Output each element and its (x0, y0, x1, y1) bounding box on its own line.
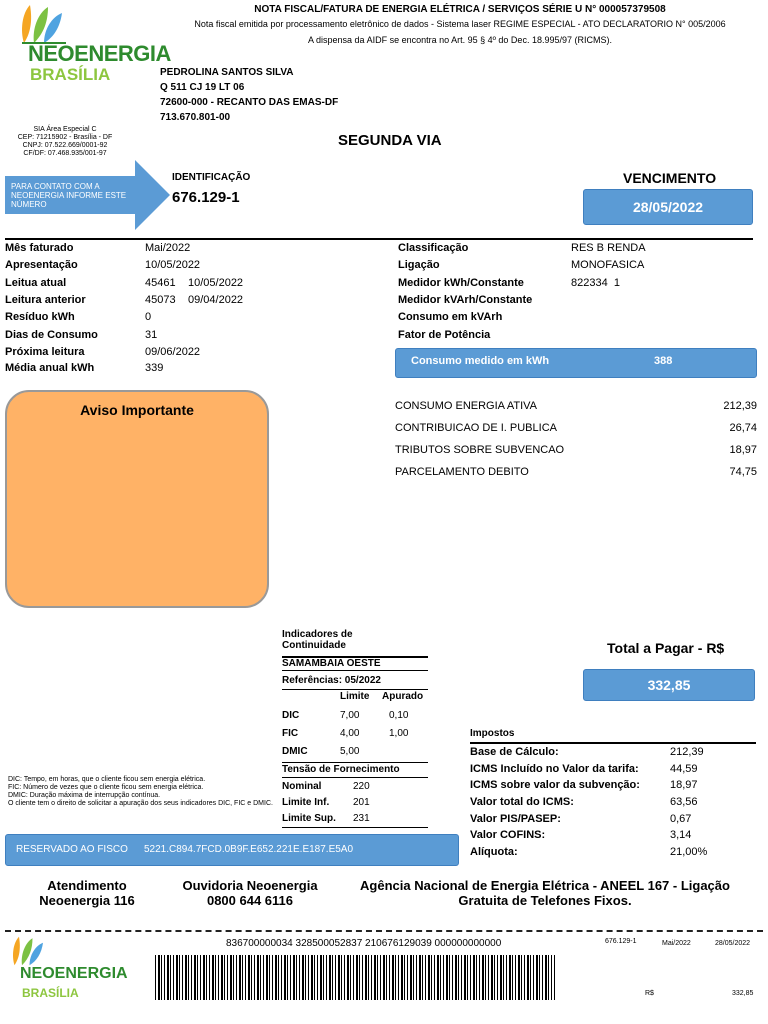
tax-value: 212,39 (670, 746, 704, 758)
tax-value: 21,00% (670, 846, 708, 858)
col-limite: Limite (340, 691, 370, 702)
company-info: SIA Área Especial C CEP: 71215902 - Brasília - DF CNPJ: 07.522.669/0001-92 CF/DF: 07.468.935/001-97 (17, 126, 113, 157)
tax-label: Alíquota: (470, 846, 518, 858)
charge-value: 212,39 (723, 400, 757, 412)
indicator-label: DMIC (282, 746, 308, 757)
tax-value: 63,56 (670, 796, 698, 808)
tax-value: 18,97 (670, 779, 698, 791)
tensao-value: 231 (353, 813, 370, 824)
indicator-limite: 4,00 (340, 728, 360, 739)
tax-label: Base de Cálculo: (470, 746, 559, 758)
stub-due: 28/05/2022 (715, 940, 751, 947)
divider (282, 670, 428, 671)
fisco-value: 5221.C894.7FCD.0B9F.E652.221E.E187.E5A0 (144, 844, 354, 855)
atendimento-contact: Atendimento Neoenergia 116 (39, 878, 135, 908)
barcode-digits: 836700000034 328500052837 210676129039 000000000000 (226, 938, 502, 949)
segunda-via-label: SEGUNDA VIA (338, 132, 442, 149)
section-divider (5, 238, 753, 240)
indicator-label: DIC (282, 710, 300, 721)
stub-month: Mai/2022 (662, 940, 691, 947)
identificacao-label: IDENTIFICAÇÃO (172, 172, 251, 183)
tensao-title: Tensão de Fornecimento (282, 764, 400, 775)
continuity-notes: DIC: Tempo, em horas, que o cliente ficou sem energia elétrica. FIC: Número de vezes que o cliente ficou sem energia elétrica. DMIC: Duração máxima de interrupção contínua. O cliente tem o direito de solicitar a apuração dos seus indicadores DIC, FIC e DMIC. (8, 776, 273, 807)
tensao-label: Limite Inf. (282, 797, 330, 808)
contact-arrow: PARA CONTATO COM A NEOENERGIA INFORME ESTE NÚMERO (5, 160, 170, 230)
stub-amount: 332,85 (732, 990, 754, 997)
total-value: 332,85 (583, 669, 755, 701)
indicator-apurado: 1,00 (389, 728, 409, 739)
divider (470, 742, 756, 744)
charge-label: CONTRIBUICAO DE I. PUBLICA (395, 422, 557, 434)
tax-label: Valor PIS/PASEP: (470, 813, 561, 825)
charge-value: 18,97 (729, 444, 757, 456)
customer-cep: 72600-000 - RECANTO DAS EMAS-DF (160, 97, 339, 108)
stub-currency: R$ (645, 990, 654, 997)
vencimento-label: VENCIMENTO (623, 170, 717, 186)
indicator-apurado: 0,10 (389, 710, 409, 721)
col-apurado: Apurado (382, 691, 424, 702)
customer-address: Q 511 CJ 19 LT 06 (160, 82, 245, 93)
neoenergia-logo: NEOENERGIA BRASÍLIA (18, 3, 158, 88)
identificacao-value: 676.129-1 (172, 189, 240, 206)
vencimento-value: 28/05/2022 (583, 189, 753, 225)
tax-value: 44,59 (670, 763, 698, 775)
impostos-title: Impostos (470, 728, 515, 739)
ouvidoria-contact: Ouvidoria Neoenergia 0800 644 6116 (182, 878, 318, 908)
leaf-icon (18, 3, 78, 45)
tensao-label: Nominal (282, 781, 322, 792)
indicator-limite: 7,00 (340, 710, 360, 721)
tax-label: Valor total do ICMS: (470, 796, 574, 808)
stub-logo: NEOENERGIA BRASÍLIA (10, 935, 150, 1005)
tax-label: Valor COFINS: (470, 829, 546, 841)
tensao-value: 220 (353, 781, 370, 792)
cut-line (5, 930, 763, 932)
aneel-contact: Agência Nacional de Energia Elétrica - ANEEL 167 - Ligação Gratuita de Telefones Fixos. (360, 878, 730, 908)
customer-name: PEDROLINA SANTOS SILVA (160, 67, 294, 78)
charge-label: PARCELAMENTO DEBITO (395, 466, 529, 478)
charge-label: TRIBUTOS SOBRE SUBVENCAO (395, 444, 565, 456)
tax-value: 0,67 (670, 813, 692, 825)
indicadores-title: Indicadores de Continuidade (282, 629, 353, 651)
customer-document: 713.670.801-00 (160, 112, 231, 123)
indicator-label: FIC (282, 728, 299, 739)
tensao-value: 201 (353, 797, 370, 808)
indicadores-local: SAMAMBAIA OESTE (282, 658, 381, 669)
charge-value: 74,75 (729, 466, 757, 478)
divider (282, 827, 428, 828)
invoice-subtitle: Nota fiscal emitida por processamento eletrônico de dados - Sistema laser REGIME ESPECIAL - ATO DECLARATORIO N° 005/2006 (194, 19, 726, 29)
reservado-fisco-box (5, 834, 459, 866)
consumo-box: Consumo medido em kWh 388 (395, 348, 757, 378)
leaf-icon (10, 935, 55, 967)
invoice-title: NOTA FISCAL/FATURA DE ENERGIA ELÉTRICA / SERVIÇOS SÉRIE U N° 000057379508 (254, 4, 666, 15)
aviso-title: Aviso Importante (80, 402, 194, 418)
divider (282, 762, 428, 763)
aviso-box (5, 390, 269, 608)
indicadores-referencia: Referências: 05/2022 (282, 675, 381, 686)
charge-label: CONSUMO ENERGIA ATIVA (395, 400, 538, 412)
tax-label: ICMS sobre valor da subvenção: (470, 779, 640, 791)
barcode (155, 955, 555, 1000)
total-label: Total a Pagar - R$ (607, 640, 725, 656)
tensao-label: Limite Sup. (282, 813, 336, 824)
tax-label: ICMS Incluído no Valor da tarifa: (470, 763, 639, 775)
divider (282, 689, 428, 690)
fisco-label: RESERVADO AO FISCO (16, 844, 128, 855)
charge-value: 26,74 (729, 422, 757, 434)
stub-id: 676.129-1 (605, 938, 637, 945)
divider (282, 777, 428, 778)
tax-value: 3,14 (670, 829, 692, 841)
indicator-limite: 5,00 (340, 746, 360, 757)
invoice-aidf-note: A dispensa da AIDF se encontra no Art. 95 § 4º do Dec. 18.995/97 (RICMS). (308, 35, 612, 45)
